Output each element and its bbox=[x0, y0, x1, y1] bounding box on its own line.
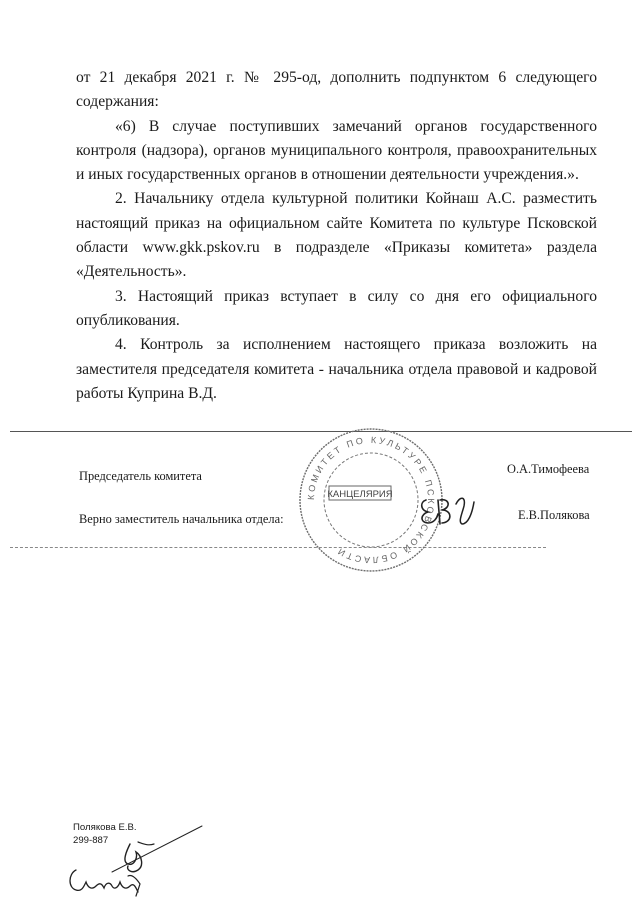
certified-label: Верно заместитель начальника отдела: bbox=[79, 512, 284, 526]
chairman-name: О.А.Тимофеева bbox=[507, 462, 590, 476]
paragraph-item-4: 4. Контроль за исполнением настоящего приказа возложить на заместителя председателя комитета - начальника отдела правовой и кадровой работы Куприна В.Д. bbox=[76, 336, 597, 402]
certified-name: Е.В.Полякова bbox=[518, 508, 590, 522]
separator-line-bottom bbox=[10, 547, 546, 548]
paragraph-item-2: 2. Начальнику отдела культурной политики Койнаш А.С. разместить настоящий приказ на официальном сайте Комитета по культуре Псковской области www.gkk.pskov.ru в подразделе «Приказы комитета» раздела «Деятельность». bbox=[76, 190, 597, 281]
paragraph-item-3: 3. Настоящий приказ вступает в силу со дня его официального опубликования. bbox=[76, 287, 597, 329]
chairman-label: Председатель комитета bbox=[79, 469, 202, 483]
paragraph-subclause-6: «6) В случае поступивших замечаний органов государственного контроля (надзора), органов муниципального контроля, правоохранительных и иных государственных органов в отношении деятельности учреждения.». bbox=[76, 117, 597, 184]
executor-name: Полякова Е.В. bbox=[73, 822, 137, 833]
paragraph-continuation: от 21 декабря 2021 г. № 295-од, дополнить подпунктом 6 следующего содержания: bbox=[76, 69, 597, 111]
document-body bbox=[76, 66, 597, 406]
stamp-ring-text: КОМИТЕТ ПО КУЛЬТУРЕ ПСКОВСКОЙ ОБЛАСТИ bbox=[305, 434, 437, 566]
footer-scribble-signature bbox=[66, 862, 146, 900]
handwritten-signature bbox=[418, 492, 476, 530]
executor-phone: 299-887 bbox=[73, 835, 109, 846]
stamp-center-text: КАНЦЕЛЯРИЯ bbox=[327, 489, 393, 500]
